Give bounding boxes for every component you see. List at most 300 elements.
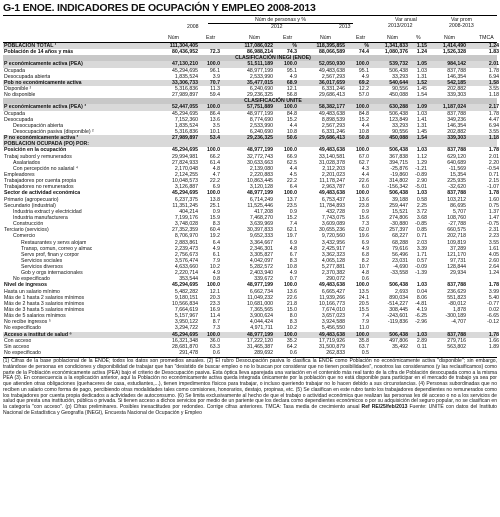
row-label: P económicamente activa (PEA) ³ bbox=[4, 104, 87, 111]
row-cell: 69.2 bbox=[358, 79, 369, 86]
row-cell: 6,240,690 bbox=[249, 85, 273, 92]
row-cell: 3,432,956 bbox=[321, 239, 345, 246]
row-cell: 13.6 bbox=[286, 288, 297, 295]
row-label: Transp, comun, correo y almac bbox=[21, 245, 93, 252]
row-label: Desocupación abierta bbox=[13, 122, 64, 129]
row-cell: 1.31 bbox=[416, 73, 427, 80]
row-cell: 6.1 bbox=[212, 251, 220, 258]
row-cell: 1.45 bbox=[416, 128, 427, 135]
row-cell: 49,483,638 bbox=[319, 282, 345, 289]
row-cell: 2,567,293 bbox=[321, 122, 345, 129]
row-cell: 2.01 bbox=[488, 153, 499, 160]
row-cell: 2,346,301 bbox=[249, 245, 273, 252]
row-cell: 48,977,199 bbox=[247, 110, 273, 117]
row-cell: 8.3 bbox=[289, 319, 297, 326]
row-label: No disponible bbox=[4, 92, 36, 99]
row-cell: 8,898,539 bbox=[321, 116, 345, 123]
row-cell: 100.0 bbox=[356, 190, 369, 197]
row-cell: 3,657,023 bbox=[321, 313, 345, 320]
row-cell: 1.83 bbox=[488, 49, 499, 56]
row-cell: 2.90 bbox=[416, 178, 427, 185]
row-cell: 10,566,834 bbox=[172, 300, 198, 307]
header-col-num-2012: Núm bbox=[249, 35, 260, 41]
row-cell: 563,802 bbox=[447, 343, 466, 350]
row-cell: 10,863,445 bbox=[247, 178, 273, 185]
header-col-num-var-anual: Núm bbox=[387, 35, 398, 41]
row-cell: -1.21 bbox=[415, 165, 427, 172]
row-cell: 100.0 bbox=[356, 61, 369, 68]
row-label: Ocupada bbox=[4, 110, 26, 117]
row-cell: 100.0 bbox=[207, 282, 220, 289]
row-cell: 20.5 bbox=[358, 300, 369, 307]
row-cell: 7,152,360 bbox=[174, 116, 198, 123]
row-cell: 24.1 bbox=[358, 294, 369, 301]
row-cell: 202,882 bbox=[447, 85, 466, 92]
row-cell: 314,802 bbox=[389, 178, 408, 185]
row-cell: 0.7 bbox=[289, 276, 297, 283]
row-label: Ocupada bbox=[4, 67, 26, 74]
row-label: Sin acceso bbox=[4, 343, 30, 350]
row-cell: 10.2 bbox=[209, 264, 220, 271]
row-label: Población de 14 años y más bbox=[4, 49, 74, 56]
row-cell: 450,088 bbox=[389, 135, 408, 142]
row-cell: 7,365,565 bbox=[249, 307, 273, 314]
row-cell: 100.0 bbox=[207, 147, 220, 154]
row-label: Disponible ² bbox=[4, 85, 32, 92]
row-cell: 837,788 bbox=[447, 110, 466, 117]
row-cell: 45,294,695 bbox=[172, 282, 198, 289]
row-cell: 3,900,624 bbox=[249, 313, 273, 320]
row-cell: 51,511,189 bbox=[247, 61, 273, 68]
row-cell: 4.4 bbox=[289, 165, 297, 172]
row-cell: 13.8 bbox=[209, 196, 220, 203]
row-cell: 29,686,413 bbox=[319, 92, 345, 99]
row-cell: 11,525,446 bbox=[247, 202, 273, 209]
header-col-estr-2008: Estr bbox=[206, 35, 216, 41]
row-cell: 13.6 bbox=[209, 116, 220, 123]
row-cell: 62.5 bbox=[286, 159, 297, 166]
row-cell: 48,977,199 bbox=[247, 67, 273, 74]
row-cell: 60.4 bbox=[209, 227, 220, 234]
row-cell: 29,686,413 bbox=[319, 135, 345, 142]
row-cell: 10.7 bbox=[358, 264, 369, 271]
row-cell: 11,784,893 bbox=[319, 202, 345, 209]
row-cell: 2,239,473 bbox=[174, 245, 198, 252]
row-cell: % bbox=[292, 43, 297, 49]
row-cell: 2,220,883 bbox=[249, 171, 273, 178]
row-cell: 339,672 bbox=[254, 276, 273, 283]
row-cell: 103,212 bbox=[447, 196, 466, 203]
row-cell: 3,950,122 bbox=[174, 319, 198, 326]
row-cell: 5,316,836 bbox=[174, 85, 198, 92]
row-cell: 3,126,887 bbox=[174, 184, 198, 191]
row-cell: 1.03 bbox=[416, 282, 427, 289]
row-cell: 80,436,952 bbox=[172, 49, 198, 56]
row-cell: 68,288 bbox=[392, 239, 408, 246]
row-cell: 68.9 bbox=[286, 79, 297, 86]
row-cell: 5.40 bbox=[488, 294, 499, 301]
row-cell: 506,438 bbox=[389, 67, 408, 74]
row-cell: 0.85 bbox=[416, 227, 427, 234]
row-cell: 62.0 bbox=[358, 227, 369, 234]
row-cell: 6.9 bbox=[361, 239, 369, 246]
row-cell: 432,728 bbox=[326, 208, 345, 215]
row-cell: 6.4 bbox=[212, 239, 220, 246]
row-cell: 394,715 bbox=[389, 159, 408, 166]
row-cell: 33,293 bbox=[392, 73, 408, 80]
row-cell: 2.60 bbox=[488, 257, 499, 264]
row-cell: 5,157,967 bbox=[174, 313, 198, 320]
row-cell: 10,681,000 bbox=[247, 300, 273, 307]
row-cell: 64.2 bbox=[286, 343, 297, 350]
row-cell: 4.9 bbox=[361, 73, 369, 80]
row-label: Posición en la ocupación bbox=[4, 147, 67, 154]
row-cell: 660,575 bbox=[447, 227, 466, 234]
row-cell: % bbox=[364, 43, 369, 49]
row-cell: 49,483,638 bbox=[319, 110, 345, 117]
header-year-2012: 2012 bbox=[271, 24, 283, 30]
row-cell: 35.2 bbox=[286, 337, 297, 344]
row-cell: 67.0 bbox=[358, 153, 369, 160]
row-cell: 108,760 bbox=[447, 214, 466, 221]
row-cell: 551,823 bbox=[447, 294, 466, 301]
row-label: P no económicamente activa ³ bbox=[4, 135, 79, 142]
row-cell: 1.58 bbox=[488, 79, 499, 86]
row-cell: 6.9 bbox=[289, 239, 297, 246]
row-cell: 1.18 bbox=[488, 92, 499, 99]
row-cell: -4,707 bbox=[451, 319, 466, 326]
row-cell: 339,303 bbox=[447, 92, 466, 99]
row-label: Con acceso bbox=[4, 337, 32, 344]
row-label: Pob no económicamente activa bbox=[4, 79, 82, 86]
row-cell: 1.29 bbox=[416, 159, 427, 166]
row-cell: 5,277,881 bbox=[321, 264, 345, 271]
row-cell: 7.9 bbox=[361, 319, 369, 326]
row-cell: 39,188 bbox=[392, 196, 408, 203]
row-cell: 6,240,690 bbox=[249, 128, 273, 135]
row-cell: 95.1 bbox=[286, 67, 297, 74]
header-var-anual: Var anual bbox=[395, 17, 417, 23]
row-cell: 837,788 bbox=[447, 331, 466, 338]
row-cell: 404,214 bbox=[179, 208, 198, 215]
row-cell: -11,569 bbox=[448, 165, 466, 172]
row-cell: 15.9 bbox=[209, 214, 220, 221]
row-cell: 10.8 bbox=[286, 264, 297, 271]
row-cell: 4.19 bbox=[416, 307, 427, 314]
row-cell: 100.0 bbox=[284, 190, 297, 197]
row-cell: 100.0 bbox=[207, 61, 220, 68]
row-cell: 22.6 bbox=[358, 178, 369, 185]
row-cell: -4,690 bbox=[393, 264, 408, 271]
row-cell: 0.5 bbox=[361, 350, 369, 357]
row-label: Más de 1 hasta 2 salarios mínimos bbox=[4, 294, 85, 301]
row-cell: 17,222,120 bbox=[247, 337, 273, 344]
row-cell: 4.7 bbox=[212, 171, 220, 178]
row-label: Empleadores bbox=[4, 171, 35, 178]
row-cell: 56,496 bbox=[392, 251, 408, 258]
row-cell: 16.9 bbox=[209, 307, 220, 314]
row-cell: -80,012 bbox=[448, 300, 466, 307]
row-cell: 1.24 bbox=[488, 270, 499, 277]
row-cell: 1.03 bbox=[416, 110, 427, 117]
row-cell: 308,445 bbox=[389, 307, 408, 314]
row-cell: 274,806 bbox=[389, 214, 408, 221]
row-cell: 3.9 bbox=[212, 73, 220, 80]
row-cell: 0.6 bbox=[361, 276, 369, 283]
row-label: Más de 3 hasta 5 salarios mínimos bbox=[4, 307, 85, 314]
row-label: Gob y orgs internacionales bbox=[21, 270, 83, 277]
row-cell: 8,774,690 bbox=[249, 116, 273, 123]
row-cell: 2.03 bbox=[416, 239, 427, 246]
row-cell: 10,048,573 bbox=[172, 178, 198, 185]
row-cell: 1.24 bbox=[488, 43, 499, 49]
row-cell: 6,753,437 bbox=[321, 196, 345, 203]
row-cell: 49,483,638 bbox=[319, 190, 345, 197]
row-cell: 25.1 bbox=[209, 202, 220, 209]
row-cell: 11.0 bbox=[359, 325, 369, 332]
row-cell: 1.31 bbox=[416, 122, 427, 129]
row-cell: 4.3 bbox=[361, 165, 369, 172]
row-cell: 236,629 bbox=[447, 288, 466, 295]
row-cell: 7.9 bbox=[212, 257, 220, 264]
row-label: Restaurantes y servs alojam bbox=[21, 239, 87, 246]
row-cell: 13.7 bbox=[286, 196, 297, 203]
row-cell: 29,236,325 bbox=[247, 92, 273, 99]
row-cell: -32,620 bbox=[448, 184, 466, 191]
row-cell: -2.96 bbox=[415, 319, 427, 326]
row-cell: 17,719,926 bbox=[319, 337, 345, 344]
row-cell: 121,170 bbox=[447, 251, 466, 258]
row-cell: 100.0 bbox=[356, 282, 369, 289]
row-cell: -0.09 bbox=[415, 264, 427, 271]
row-cell: 10.2 bbox=[286, 325, 297, 332]
row-label: Hasta un salario mínimo bbox=[4, 288, 60, 295]
row-cell: 4.8 bbox=[212, 165, 220, 172]
row-cell: 57,751,889 bbox=[247, 104, 273, 111]
row-cell: 0.11 bbox=[417, 343, 427, 350]
row-cell: 202,882 bbox=[447, 128, 466, 135]
row-cell: 15,521 bbox=[392, 208, 408, 215]
row-cell: 37,289 bbox=[450, 245, 466, 252]
row-cell: 23.5 bbox=[286, 202, 297, 209]
row-cell: 6.4 bbox=[289, 184, 297, 191]
row-cell: 4,633,660 bbox=[174, 264, 198, 271]
row-cell: 23.8 bbox=[358, 202, 369, 209]
row-cell: 3,362,323 bbox=[321, 251, 345, 258]
row-label: Más de 2 hasta 3 salarios mínimos bbox=[4, 300, 85, 307]
row-cell: 259,447 bbox=[389, 202, 408, 209]
header-col-estr-2012: Estr bbox=[283, 35, 293, 41]
row-cell: 2,533,990 bbox=[249, 73, 273, 80]
row-cell: 111,304,405 bbox=[169, 43, 198, 49]
row-cell: 7.4 bbox=[361, 313, 369, 320]
row-cell: 1,341,833 bbox=[384, 43, 408, 49]
row-label: Desocupada bbox=[4, 116, 34, 123]
row-cell: -0.85 bbox=[415, 221, 427, 228]
row-cell: 5,707 bbox=[453, 208, 466, 215]
row-cell: 8.0 bbox=[289, 313, 297, 320]
row-cell: 1.09 bbox=[416, 104, 427, 111]
row-cell: 45,294,695 bbox=[172, 190, 198, 197]
footnote-tmca: TMCA: Tasa media de crecimiento anual bbox=[265, 404, 360, 411]
row-cell: -6.25 bbox=[415, 313, 427, 320]
row-cell: 506,438 bbox=[389, 331, 408, 338]
row-cell: 4.4 bbox=[361, 122, 369, 129]
row-cell: 13.5 bbox=[358, 288, 369, 295]
row-cell: 100.0 bbox=[284, 104, 297, 111]
row-cell: 35.8 bbox=[358, 337, 369, 344]
row-cell: 1.37 bbox=[488, 208, 499, 215]
row-cell: 1.03 bbox=[416, 67, 427, 74]
row-cell: -19,860 bbox=[390, 171, 408, 178]
row-cell: 45,294,695 bbox=[172, 331, 198, 338]
row-cell: 100.0 bbox=[207, 190, 220, 197]
row-cell: 1.66 bbox=[488, 337, 499, 344]
row-label: Desocupación pasiva (disponible) ² bbox=[13, 128, 94, 135]
row-cell: 1,835,524 bbox=[174, 73, 198, 80]
footnote-ref: Ref RE/25/feb/2013 bbox=[361, 404, 408, 411]
row-cell: 4,042,097 bbox=[249, 257, 273, 264]
row-label: Asalariados bbox=[13, 159, 41, 166]
row-cell: 11,351,245 bbox=[172, 202, 198, 209]
row-cell: 1.15 bbox=[416, 43, 427, 49]
row-cell: 3,364,667 bbox=[249, 239, 273, 246]
row-cell: 7.3 bbox=[212, 325, 220, 332]
header-col-tmca: TMCA bbox=[479, 35, 494, 41]
row-cell: 90,556 bbox=[392, 128, 408, 135]
row-cell: 2,370,382 bbox=[321, 270, 345, 277]
row-cell: 97,731 bbox=[450, 257, 466, 264]
row-cell: 11,049,232 bbox=[247, 294, 273, 301]
row-cell: 84.8 bbox=[358, 110, 369, 117]
row-cell: 2.23 bbox=[488, 233, 499, 240]
row-cell: 291,478 bbox=[179, 350, 198, 357]
row-label: No especificado bbox=[4, 325, 41, 332]
row-label: Más de 5 salarios mínimos bbox=[4, 313, 66, 320]
row-cell: 257,397 bbox=[389, 227, 408, 234]
row-cell: 1,187,024 bbox=[442, 104, 466, 111]
row-cell: 11,178,247 bbox=[319, 178, 345, 185]
row-label: Construcción bbox=[13, 221, 44, 228]
row-cell: 1.78 bbox=[488, 67, 499, 74]
row-cell: 27,352,359 bbox=[172, 227, 198, 234]
row-cell: -0.77 bbox=[487, 300, 499, 307]
row-cell: 62.7 bbox=[358, 159, 369, 166]
row-label: Nivel de ingresos bbox=[4, 282, 47, 289]
row-label: Terciario (servicios) bbox=[4, 227, 49, 234]
row-cell: 52,050,930 bbox=[319, 61, 345, 68]
footnotes bbox=[3, 357, 497, 417]
row-cell: -0.89 bbox=[415, 171, 427, 178]
row-cell: 1.12 bbox=[416, 153, 427, 160]
row-cell: 118,395,855 bbox=[316, 43, 345, 49]
row-cell: 74.4 bbox=[358, 49, 369, 56]
row-cell: 6,331,246 bbox=[321, 85, 345, 92]
row-cell: 3,924,588 bbox=[321, 319, 345, 326]
row-cell: 15.0 bbox=[286, 307, 297, 314]
row-cell: 1.54 bbox=[416, 92, 427, 99]
row-cell: 29,236,325 bbox=[247, 135, 273, 142]
row-cell: 8.7 bbox=[212, 319, 220, 326]
row-cell: 4.4 bbox=[289, 122, 297, 129]
row-cell: 74.3 bbox=[286, 49, 297, 56]
row-cell: 3.55 bbox=[488, 239, 499, 246]
row-cell: 4.9 bbox=[212, 245, 220, 252]
row-cell: 9,652,333 bbox=[249, 233, 273, 240]
row-cell: 1.18 bbox=[488, 135, 499, 142]
row-cell: 6.8 bbox=[361, 251, 369, 258]
row-cell: 100.0 bbox=[284, 282, 297, 289]
row-cell: 1.89 bbox=[488, 343, 499, 350]
row-cell: 1.78 bbox=[488, 147, 499, 154]
row-cell: 12.2 bbox=[358, 85, 369, 92]
row-cell: 100.0 bbox=[284, 147, 297, 154]
row-cell: 1.78 bbox=[488, 331, 499, 338]
row-cell: 497,806 bbox=[389, 337, 408, 344]
row-cell: 3,120,128 bbox=[249, 184, 273, 191]
row-label: Secundario (industrial) bbox=[4, 202, 56, 209]
header-year-2013: 2013 bbox=[339, 24, 351, 30]
row-cell: 4.9 bbox=[361, 245, 369, 252]
row-cell: 3.55 bbox=[488, 128, 499, 135]
row-cell: -300,189 bbox=[445, 313, 466, 320]
row-cell: 68,227 bbox=[392, 233, 408, 240]
row-label: No especificado bbox=[4, 350, 41, 357]
row-cell: -30,880 bbox=[390, 221, 408, 228]
row-cell: 417,208 bbox=[254, 208, 273, 215]
row-cell: 6.7 bbox=[289, 251, 297, 258]
row-cell: 4,044,424 bbox=[249, 319, 273, 326]
row-cell: 23.3 bbox=[209, 300, 220, 307]
row-cell: 2,425,917 bbox=[321, 245, 345, 252]
row-label: Desocupada abierta bbox=[4, 73, 51, 80]
row-cell: 4.9 bbox=[212, 270, 220, 277]
row-cell: 7.3 bbox=[361, 221, 369, 228]
row-cell: 1.52 bbox=[416, 79, 427, 86]
row-cell: 95.1 bbox=[358, 67, 369, 74]
row-cell: -6.65 bbox=[487, 313, 499, 320]
header-group-num-personas: Núm de personas y % bbox=[208, 17, 353, 24]
row-cell: 1.60 bbox=[488, 196, 499, 203]
row-cell: 8.3 bbox=[212, 221, 220, 228]
row-cell: 9,720,560 bbox=[321, 233, 345, 240]
row-cell: -27,788 bbox=[448, 221, 466, 228]
row-cell: 117,086,022 bbox=[244, 43, 273, 49]
row-cell: 13.6 bbox=[358, 196, 369, 203]
row-cell: 3.39 bbox=[416, 245, 427, 252]
row-label: No especificado bbox=[13, 276, 50, 283]
row-cell: 72.3 bbox=[209, 49, 220, 56]
row-label: Trabajadores no remunerados bbox=[4, 184, 74, 191]
row-label: POBLACIÓN OCUPADA (PO) POR: bbox=[4, 141, 90, 148]
header-col-num-var-prom: Núm bbox=[444, 35, 455, 41]
row-cell: 62.1 bbox=[286, 227, 297, 234]
row-cell: 86,988,214 bbox=[247, 49, 273, 56]
row-cell: 22.6 bbox=[286, 294, 297, 301]
row-cell: 45,294,695 bbox=[172, 67, 198, 74]
row-cell: 100.0 bbox=[356, 331, 369, 338]
row-cell: 31,500,879 bbox=[319, 343, 345, 350]
row-cell: 49,483,638 bbox=[319, 331, 345, 338]
row-cell: 539,732 bbox=[389, 61, 408, 68]
row-cell: 15.2 bbox=[358, 116, 369, 123]
row-cell: 837,788 bbox=[447, 67, 466, 74]
row-cell: 48,977,199 bbox=[247, 282, 273, 289]
row-cell: 63.7 bbox=[358, 343, 369, 350]
row-cell: 15.5 bbox=[358, 307, 369, 314]
row-cell: 1,414,490 bbox=[442, 43, 466, 49]
row-cell: 63.3 bbox=[209, 343, 220, 350]
